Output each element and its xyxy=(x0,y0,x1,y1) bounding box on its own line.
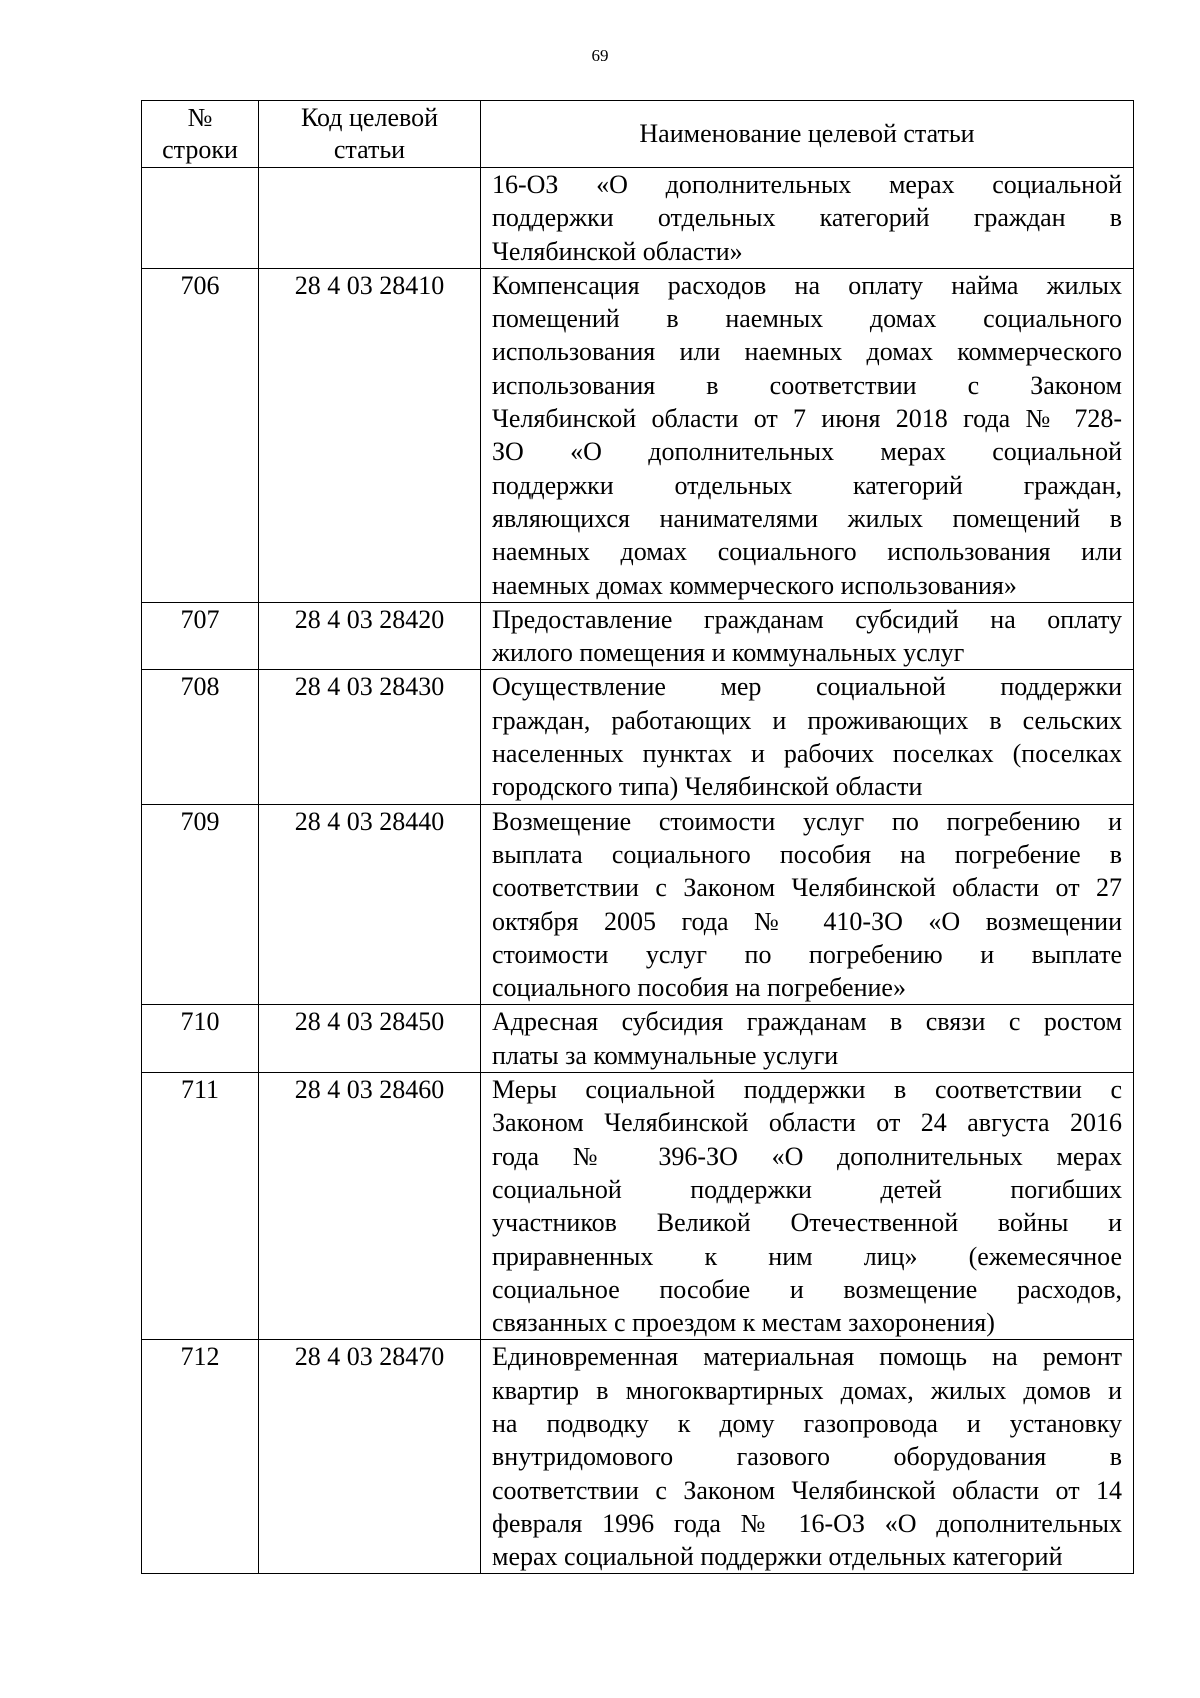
article-name-line: использования в соответствии с Законом xyxy=(492,370,1122,400)
article-name-line: жилого помещения и коммунальных услуг xyxy=(492,638,965,668)
article-name-cell xyxy=(481,168,1134,269)
article-name-line: февраля 1996 года № 16-ОЗ «О дополнительных xyxy=(492,1508,1122,1538)
row-number-cell: 708 xyxy=(142,670,259,804)
article-name-line: Осуществление мер социальной поддержки xyxy=(492,672,1122,702)
row-number-cell: 709 xyxy=(142,804,259,1005)
article-name-cell xyxy=(481,670,1134,804)
row-number-cell xyxy=(142,168,259,269)
row-number-cell: 710 xyxy=(142,1005,259,1073)
table-header xyxy=(142,101,1134,168)
header-row-number xyxy=(142,101,259,168)
row-number-cell: 712 xyxy=(142,1340,259,1574)
article-name-line: использования или наемных домах коммерческого xyxy=(492,337,1122,367)
article-name-line: мерах социальной поддержки отдельных категорий xyxy=(492,1542,1063,1572)
article-name-line: Челябинской области от 7 июня 2018 года № 728- xyxy=(492,404,1122,434)
article-name-line: граждан, работающих и проживающих в сельских xyxy=(492,705,1122,735)
article-name-line: наемных домах социального использования или xyxy=(492,537,1122,567)
article-name-line: соответствии с Законом Челябинской области от 14 xyxy=(492,1475,1122,1505)
article-name-line: социальное пособие и возмещение расходов, xyxy=(492,1274,1122,1304)
header-row-number-line-2: строки xyxy=(162,135,238,164)
article-code-cell xyxy=(259,168,481,269)
article-name-cell xyxy=(481,804,1134,1005)
article-name-line: квартир в многоквартирных домах, жилых домов и xyxy=(492,1375,1122,1405)
header-article-code xyxy=(259,101,481,168)
article-name-line: соответствии с Законом Челябинской области от 27 xyxy=(492,873,1122,903)
article-name-cell xyxy=(481,1005,1134,1073)
article-name-cell xyxy=(481,268,1134,602)
article-name-cell xyxy=(481,1340,1134,1574)
article-code-cell: 28 4 03 28410 xyxy=(259,268,481,602)
article-code-cell: 28 4 03 28460 xyxy=(259,1073,481,1340)
article-name-line: Челябинской области» xyxy=(492,236,743,266)
article-name-cell xyxy=(481,602,1134,670)
row-number-cell: 706 xyxy=(142,268,259,602)
article-name-line: Единовременная материальная помощь на ремонт xyxy=(492,1342,1122,1372)
article-name-line: населенных пунктах и рабочих поселках (поселках xyxy=(492,739,1122,769)
article-name-line: ЗО «О дополнительных мерах социальной xyxy=(492,437,1122,467)
table-row xyxy=(142,1005,1134,1073)
article-name-line: социальной поддержки детей погибших xyxy=(492,1174,1122,1204)
table-row xyxy=(142,804,1134,1005)
header-row xyxy=(142,101,1134,168)
article-name-line: Компенсация расходов на оплату найма жилых xyxy=(492,270,1122,300)
article-code-cell: 28 4 03 28430 xyxy=(259,670,481,804)
article-name-line: социального пособия на погребение» xyxy=(492,973,906,1003)
article-name-line: поддержки отдельных категорий граждан, xyxy=(492,470,1122,500)
row-number-cell: 711 xyxy=(142,1073,259,1340)
article-code-cell: 28 4 03 28440 xyxy=(259,804,481,1005)
header-article-name xyxy=(481,101,1134,168)
article-name-line: Предоставление гражданам субсидий на оплату xyxy=(492,604,1122,634)
header-article-name-line: Наименование целевой статьи xyxy=(639,119,975,148)
article-name-line: связанных с проездом к местам захоронения) xyxy=(492,1308,995,1338)
article-name-line: 16-ОЗ «О дополнительных мерах социальной xyxy=(492,170,1122,199)
article-name-line: года № 396-ЗО «О дополнительных мерах xyxy=(492,1141,1122,1171)
article-name-line: Меры социальной поддержки в соответствии с xyxy=(492,1075,1122,1105)
article-name-line: октября 2005 года № 410-ЗО «О возмещении xyxy=(492,906,1122,936)
table-row xyxy=(142,1073,1134,1340)
article-name-line: на подводку к дому газопровода и установку xyxy=(492,1408,1122,1438)
table-row xyxy=(142,268,1134,602)
article-name-line: внутридомового газового оборудования в xyxy=(492,1442,1122,1472)
article-name-line: Адресная субсидия гражданам в связи с ростом xyxy=(492,1007,1122,1037)
article-name-cell xyxy=(481,1073,1134,1340)
article-name-line: стоимости услуг по погребению и выплате xyxy=(492,939,1122,969)
page-number: 69 xyxy=(591,46,609,65)
article-name-line: приравненных к ним лиц» (ежемесячное xyxy=(492,1241,1122,1271)
header-article-code-line-2: статьи xyxy=(333,135,406,164)
article-name-line: наемных домах коммерческого использования» xyxy=(492,570,1017,600)
header-row-number-line-1: № xyxy=(187,103,213,132)
article-code-cell: 28 4 03 28420 xyxy=(259,602,481,670)
article-name-line: выплата социального пособия на погребение в xyxy=(492,839,1122,869)
article-name-line: Возмещение стоимости услуг по погребению и xyxy=(492,806,1122,836)
article-code-cell: 28 4 03 28450 xyxy=(259,1005,481,1073)
table-body xyxy=(142,168,1134,1574)
article-name-line: Законом Челябинской области от 24 августа 2016 xyxy=(492,1108,1122,1138)
article-name-line: помещений в наемных домах социального xyxy=(492,304,1122,334)
article-code-cell: 28 4 03 28470 xyxy=(259,1340,481,1574)
target-articles-table xyxy=(141,100,1134,1574)
article-name-line: городского типа) Челябинской области xyxy=(492,772,923,802)
article-name-line: являющихся нанимателями жилых помещений в xyxy=(492,503,1122,533)
table-row xyxy=(142,602,1134,670)
table-row xyxy=(142,1340,1134,1574)
article-name-line: поддержки отдельных категорий граждан в xyxy=(492,203,1122,233)
table-row xyxy=(142,168,1134,269)
article-name-line: платы за коммунальные услуги xyxy=(492,1040,839,1070)
table-row xyxy=(142,670,1134,804)
row-number-cell: 707 xyxy=(142,602,259,670)
article-name-line: участников Великой Отечественной войны и xyxy=(492,1208,1122,1238)
header-article-code-line-1: Код целевой xyxy=(300,103,438,132)
